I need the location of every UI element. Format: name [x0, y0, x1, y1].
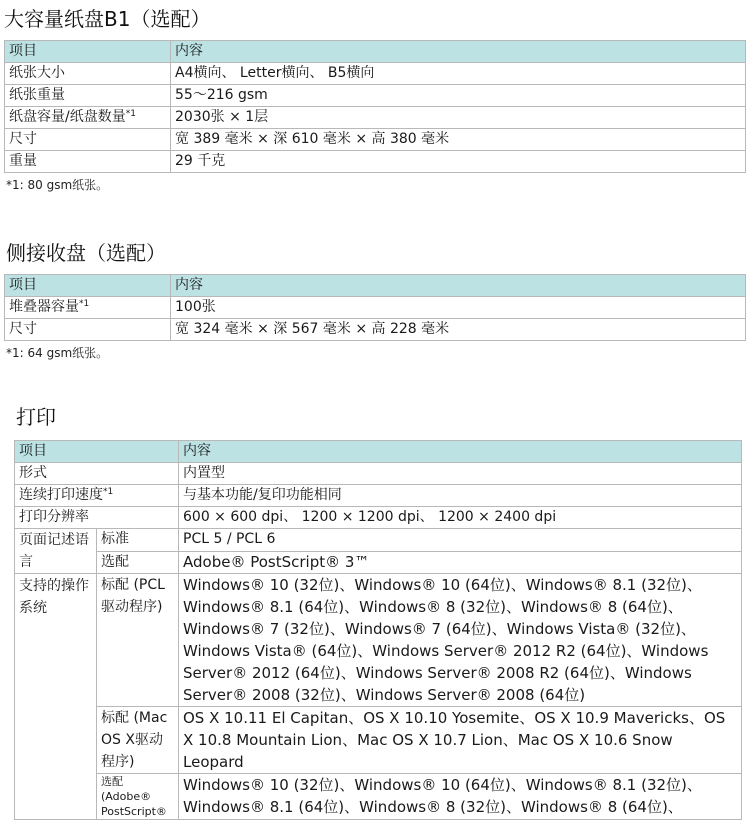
row-key: 支持的操作系统	[15, 574, 97, 820]
table-row	[5, 319, 746, 341]
header-item: 项目	[15, 441, 179, 463]
row-value: Windows® 10 (32位)、Windows® 10 (64位)、Windows® 8.1 (32位)、Windows® 8.1 (64位)、Windows® 8 (32位)、Windows® 8 (64位)、Windows® 7 (32位)、Windows® 7 (64位)、Windows Vista® (32位)、Windows Vista® (64位)、Windows Server® 2012 R2 (64位)、Windows Server® 2012 (64位)、Windows Server® 2008 R2 (64位)、Windows Server® 2008 (32位)、Windows Server® 2008 (64位)	[179, 574, 742, 707]
table-row	[5, 297, 746, 319]
table-row	[15, 707, 742, 774]
row-key: 纸盘容量/纸盘数量	[9, 109, 126, 125]
table-row	[15, 551, 742, 574]
row-key: 形式	[15, 463, 179, 485]
table-row	[5, 63, 746, 85]
row-value: 2030张 × 1层	[171, 107, 746, 129]
spec-table	[4, 274, 746, 341]
row-key: 纸张重量	[5, 85, 171, 107]
table-row	[15, 574, 742, 707]
section-print	[0, 404, 750, 820]
spec-table	[4, 40, 746, 173]
table-row	[5, 85, 746, 107]
row-subkey: 标配 (Mac OS X驱动程序)	[97, 707, 179, 774]
row-key: 重量	[5, 151, 171, 173]
row-subkey: 标配 (PCL驱动程序)	[97, 574, 179, 707]
section-title: 打印	[16, 405, 56, 429]
row-value: PCL 5 / PCL 6	[179, 529, 742, 552]
section-title: 侧接收盘（选配）	[6, 241, 166, 265]
row-value: 与基本功能/复印功能相同	[179, 485, 742, 507]
footnote-mark: *1	[125, 109, 136, 119]
row-key: 尺寸	[5, 319, 171, 341]
row-key: 纸张大小	[5, 63, 171, 85]
row-value: Windows® 10 (32位)、Windows® 10 (64位)、Windows® 8.1 (32位)、Windows® 8.1 (64位)、Windows® 8 (32位)、Windows® 8 (64位)、	[179, 774, 742, 820]
row-value: 600 × 600 dpi、 1200 × 1200 dpi、 1200 × 2400 dpi	[179, 507, 742, 529]
row-key: 打印分辨率	[15, 507, 179, 529]
section-title: 大容量纸盘B1（选配）	[4, 7, 211, 31]
table-row	[5, 151, 746, 173]
section-high-capacity-tray	[0, 6, 750, 193]
footnote-mark: *1	[103, 487, 114, 497]
row-key-cell	[5, 107, 171, 129]
row-subkey: 选配	[97, 551, 179, 574]
row-value: 内置型	[179, 463, 742, 485]
footnote: *1: 64 gsm纸张。	[6, 346, 109, 360]
header-content: 内容	[171, 41, 746, 63]
row-value: 宽 324 毫米 × 深 567 毫米 × 高 228 毫米	[171, 319, 746, 341]
row-subkey: 选配 (Adobe® PostScript®	[97, 774, 179, 820]
row-value: 29 千克	[171, 151, 746, 173]
row-value: 55〜216 gsm	[171, 85, 746, 107]
row-key: 堆叠器容量	[9, 299, 79, 315]
row-key: 页面记述语言	[15, 529, 97, 574]
footnote-mark: *1	[79, 299, 90, 309]
table-header-row	[15, 441, 742, 463]
row-value: 宽 389 毫米 × 深 610 毫米 × 高 380 毫米	[171, 129, 746, 151]
row-value: 100张	[171, 297, 746, 319]
table-header-row	[5, 41, 746, 63]
table-row	[15, 529, 742, 552]
table-row	[15, 485, 742, 507]
header-content: 内容	[179, 441, 742, 463]
spec-table	[14, 440, 742, 820]
row-key: 连续打印速度	[19, 487, 103, 503]
row-value: A4横向、 Letter横向、 B5横向	[171, 63, 746, 85]
row-key: 尺寸	[5, 129, 171, 151]
table-row	[5, 107, 746, 129]
table-row	[15, 463, 742, 485]
row-subkey: 标准	[97, 529, 179, 552]
table-header-row	[5, 275, 746, 297]
section-side-output-tray	[0, 240, 750, 361]
header-content: 内容	[171, 275, 746, 297]
header-item: 项目	[5, 41, 171, 63]
row-key-cell	[5, 297, 171, 319]
row-key-cell	[15, 485, 179, 507]
table-row	[5, 129, 746, 151]
table-row	[15, 507, 742, 529]
table-row	[15, 774, 742, 820]
header-item: 项目	[5, 275, 171, 297]
row-value: Adobe® PostScript® 3™	[179, 551, 742, 574]
footnote: *1: 80 gsm纸张。	[6, 178, 109, 192]
row-value: OS X 10.11 El Capitan、OS X 10.10 Yosemite、OS X 10.9 Mavericks、OS X 10.8 Mountain Lion、Mac OS X 10.7 Lion、Mac OS X 10.6 Snow Leopard	[179, 707, 742, 774]
